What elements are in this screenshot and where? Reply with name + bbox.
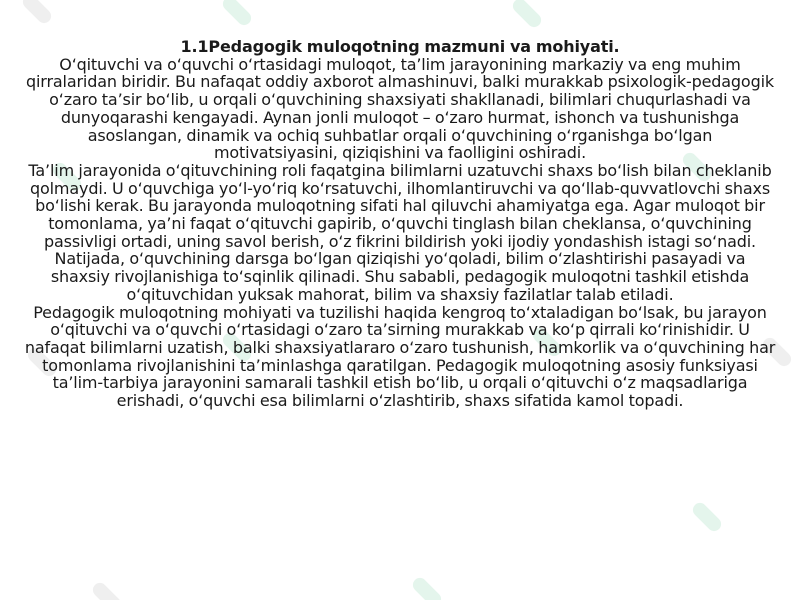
watermark-mark [90, 580, 124, 600]
watermark-mark [510, 0, 544, 30]
watermark-mark [220, 0, 254, 28]
watermark-mark [690, 500, 724, 534]
watermark-mark [20, 0, 54, 26]
paragraph-2: Ta’lim jarayonida o‘qituvchining roli faqatgina bilimlarni uzatuvchi shaxs bo‘lish bilan cheklanib qolmaydi. U o‘quvchiga yo‘l-yo‘riq ko‘rsatuvchi, ilhomlantiruvchi va qo‘llab-quvvatlovchi shaxs bo‘lishi kerak. Bu jarayonda muloqotning sifati hal qiluvchi ahamiyatga ega. Agar muloqot bir tomonlama, ya’ni faqat o‘qituvchi gapirib, o‘quvchi tinglash bilan cheklansa, o‘quvchining passivligi ortadi, uning savol berish, o‘z fikrini bildirish yoki ijodiy yondashish istagi so‘nadi. Natijada, o‘quvchining darsga bo‘lgan qiziqishi yo‘qoladi, bilim o‘zlashtirishi pasayadi va shaxsiy rivojlanishiga to‘sqinlik qilinadi. Shu sababli, pedagogik muloqotni tashkil etishda o‘qituvchidan yuksak mahorat, bilim va shaxsiy fazilatlar talab etiladi. [28, 160, 772, 304]
document-body [24, 38, 776, 410]
watermark-mark [410, 575, 444, 600]
paragraph-1: O‘qituvchi va o‘quvchi o‘rtasidagi muloqot, ta’lim jarayonining markaziy va eng muhim qirralaridan biridir. Bu nafaqat oddiy axborot almashinuvi, balki murakkab psixologik-pedagogik o‘zaro ta’sir bo‘lib, u orqali o‘quvchining shaxsiyati shakllanadi, bilimlari chuqurlashadi va dunyoqarashi kengayadi. Aynan jonli muloqot – o‘zaro hurmat, ishonch va tushunishga asoslangan, dinamik va ochiq suhbatlar orqali o‘quvchining o‘rganishga bo‘lgan motivatsiyasini, qiziqishini va faolligini oshiradi. [26, 54, 774, 163]
section-title: 1.1Pedagogik muloqotning mazmuni va mohiyati. [180, 37, 620, 56]
paragraph-3: Pedagogik muloqotning mohiyati va tuzilishi haqida kengroq to‘xtaladigan bo‘lsak, bu jarayon o‘qituvchi va o‘quvchi o‘rtasidagi o‘zaro ta’sirning murakkab va ko‘p qirrali ko‘rinishidir. U nafaqat bilimlarni uzatish, balki shaxsiyatlararo o‘zaro tushunish, hamkorlik va o‘quvchining har tomonlama rivojlanishini ta’minlashga qaratilgan. Pedagogik muloqotning asosiy funksiyasi ta’lim-tarbiya jarayonini samarali tashkil etish bo‘lib, u orqali o‘qituvchi o‘z maqsadlariga erishadi, o‘quvchi esa bilimlarni o‘zlashtirib, shaxs sifatida kamol topadi. [24, 302, 776, 411]
